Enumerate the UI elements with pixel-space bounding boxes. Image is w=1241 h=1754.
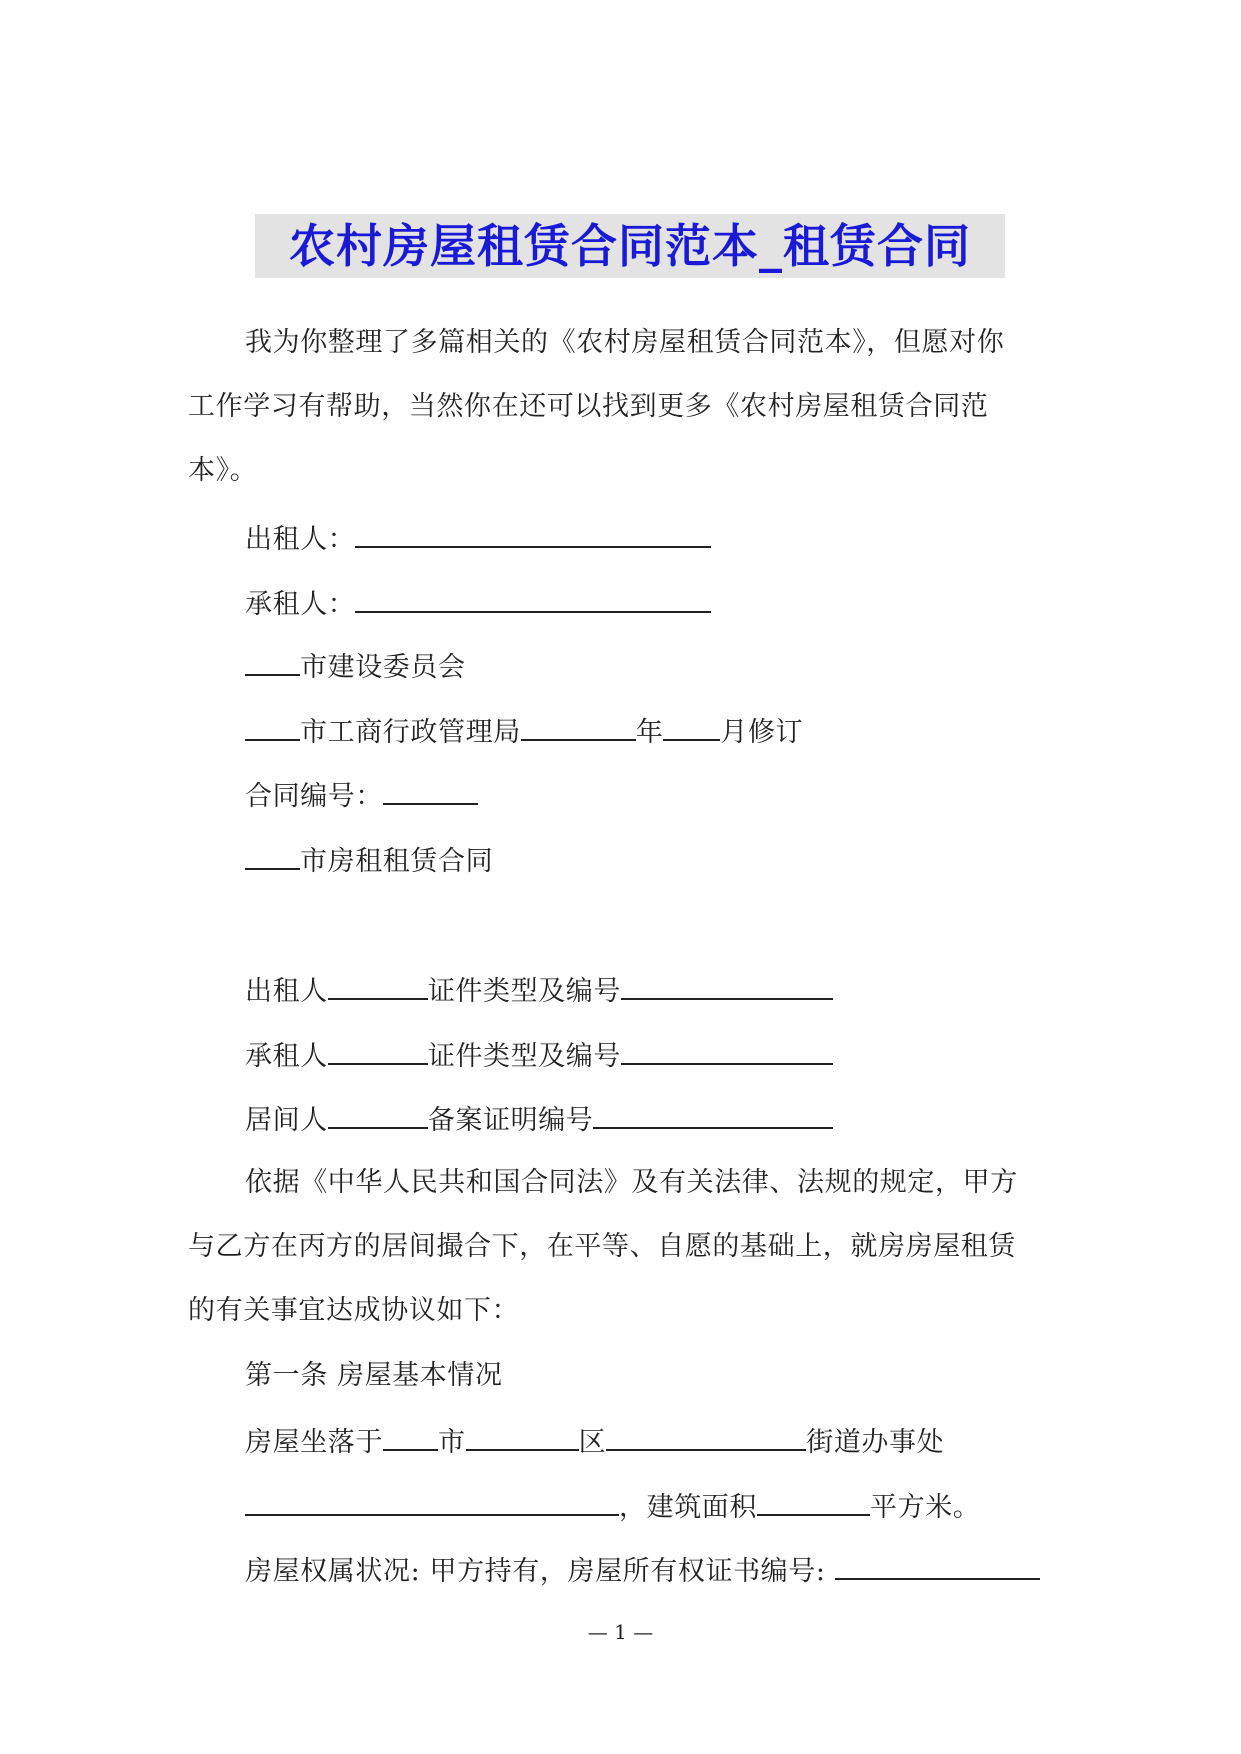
street-office-blank[interactable] [606,1423,806,1451]
location-prefix: 房屋坐落于 [245,1427,383,1458]
area-line [245,1488,980,1525]
contract-no-blank[interactable] [383,777,478,805]
lessee-blank[interactable] [355,585,711,613]
article1-heading: 第一条 房屋基本情况 [245,1360,503,1391]
basis-line-1: 依据《中华人民共和国合同法》及有关法律、法规的规定，甲方 [245,1167,1018,1198]
street-office-label: 街道办事处 [806,1427,945,1458]
contract-name-label: 市房租租赁合同 [300,846,494,877]
committee-line [245,648,466,685]
lessee-line [245,585,711,622]
party-lessor-id-blank[interactable] [621,972,833,1000]
city-blank[interactable] [383,1423,438,1451]
bureau-label: 市工商行政管理局 [300,717,521,748]
district-label: 区 [578,1427,607,1458]
ownership-line [245,1552,1040,1589]
lessee-label: 承租人： [245,589,356,620]
year-label: 年 [635,717,664,748]
title-highlight [255,214,1005,278]
bureau-line [245,713,803,750]
location-line [245,1423,944,1460]
page-number: — 1 — [587,1620,654,1644]
party-intermediary-blank[interactable] [328,1101,428,1129]
record-label: 备案证明编号 [427,1105,594,1136]
party-lessor-label: 出租人 [245,976,328,1007]
party-intermediary-line [245,1101,833,1138]
district-blank[interactable] [466,1423,579,1451]
document-title: 农村房屋租赁合同范本_租赁合同 [289,219,971,273]
lessor-blank[interactable] [355,520,711,548]
certificate-no-blank[interactable] [835,1552,1040,1580]
revision-month-blank[interactable] [663,713,720,741]
contract-no-line [245,777,478,814]
party-lessor-line [245,972,833,1009]
area-prefix: ，建筑面积 [619,1492,757,1523]
party-lessee-id-label: 证件类型及编号 [427,1041,622,1072]
party-lessee-label: 承租人 [245,1041,328,1072]
revision-year-blank[interactable] [521,713,636,741]
address-blank[interactable] [245,1488,619,1516]
ownership-label: 房屋权属状况: 甲方持有，房屋所有权证书编号: [245,1556,835,1587]
committee-city-blank[interactable] [245,648,300,676]
contract-city-blank[interactable] [245,842,300,870]
party-lessee-line [245,1037,833,1074]
record-blank[interactable] [593,1101,833,1129]
lessor-label: 出租人： [245,524,356,555]
committee-label: 市建设委员会 [300,652,466,683]
city-label: 市 [438,1427,466,1458]
contract-name-line [245,842,493,879]
party-lessor-blank[interactable] [328,972,428,1000]
month-revised-label: 月修订 [720,717,804,748]
party-lessee-id-blank[interactable] [621,1037,833,1065]
area-unit: 平方米。 [870,1492,981,1523]
intro-line-3: 本》。 [188,455,258,486]
party-lessee-blank[interactable] [328,1037,428,1065]
intro-line-2: 工作学习有帮助，当然你在还可以找到更多《农村房屋租赁合同范 [188,391,989,422]
party-intermediary-label: 居间人 [245,1105,328,1136]
contract-no-label: 合同编号： [245,781,383,812]
bureau-city-blank[interactable] [245,713,300,741]
intro-line-1: 我为你整理了多篇相关的《农村房屋租赁合同范本》，但愿对你 [245,327,1005,358]
basis-line-3: 的有关事宜达成协议如下： [188,1295,520,1326]
lessor-line [245,520,711,557]
basis-line-2: 与乙方在丙方的居间撮合下，在平等、自愿的基础上，就房房屋租赁 [188,1231,1016,1262]
area-blank[interactable] [757,1488,870,1516]
party-lessor-id-label: 证件类型及编号 [427,976,622,1007]
